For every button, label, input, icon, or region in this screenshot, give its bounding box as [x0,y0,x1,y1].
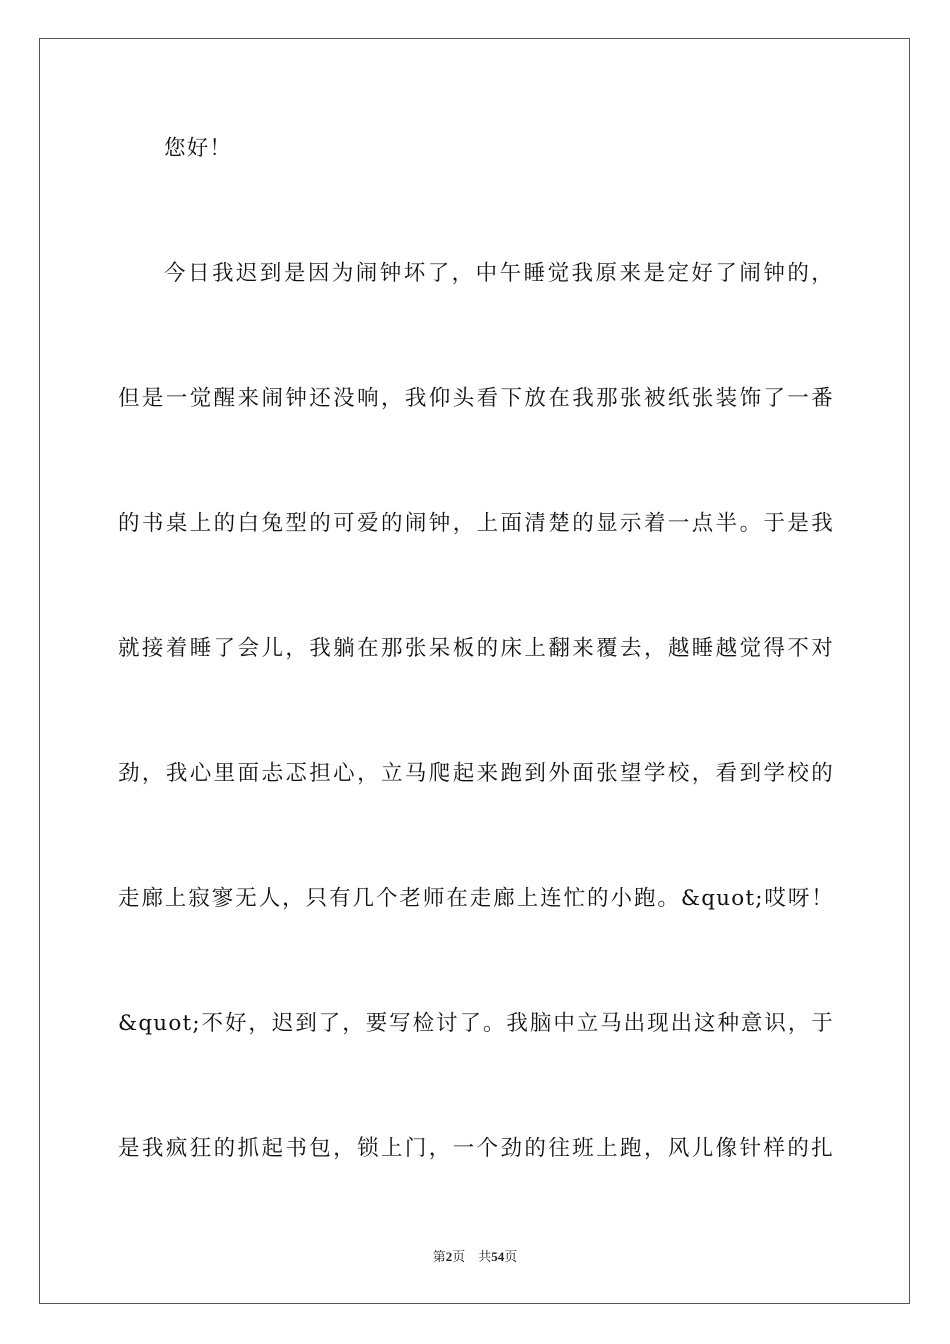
page-footer [0,1248,950,1266]
paragraph-line-4: 就接着睡了会儿，我躺在那张呆板的床上翻来覆去，越睡越觉得不对 [118,636,834,661]
paragraph-line-6: 走廊上寂寥无人，只有几个老师在走廊上连忙的小跑。&quot;哎呀！ [118,886,834,911]
footer-total-prefix: 共 [478,1249,492,1264]
paragraph-line-3: 的书桌上的白兔型的可爱的闹钟，上面清楚的显示着一点半。于是我 [118,511,834,536]
paragraph-line-5: 劲，我心里面忐忑担心，立马爬起来跑到外面张望学校，看到学校的 [118,761,834,786]
page-border [39,38,910,1304]
paragraph-line-2: 但是一觉醒来闹钟还没响，我仰头看下放在我那张被纸张装饰了一番 [118,386,834,411]
paragraph-line-1: 今日我迟到是因为闹钟坏了，中午睡觉我原来是定好了闹钟的， [164,261,834,286]
footer-page-suffix: 页 [452,1249,466,1264]
footer-total-pages: 54 [491,1249,505,1264]
paragraph-line-8: 是我疯狂的抓起书包，锁上门，一个劲的往班上跑，风儿像针样的扎 [118,1136,834,1161]
footer-page-prefix: 第 [432,1249,446,1264]
footer-page-number: 2 [445,1249,453,1264]
paragraph-line-7: &quot;不好，迟到了，要写检讨了。我脑中立马出现出这种意识，于 [118,1011,834,1036]
greeting-line: 您好！ [164,136,233,161]
footer-total-suffix: 页 [504,1249,518,1264]
